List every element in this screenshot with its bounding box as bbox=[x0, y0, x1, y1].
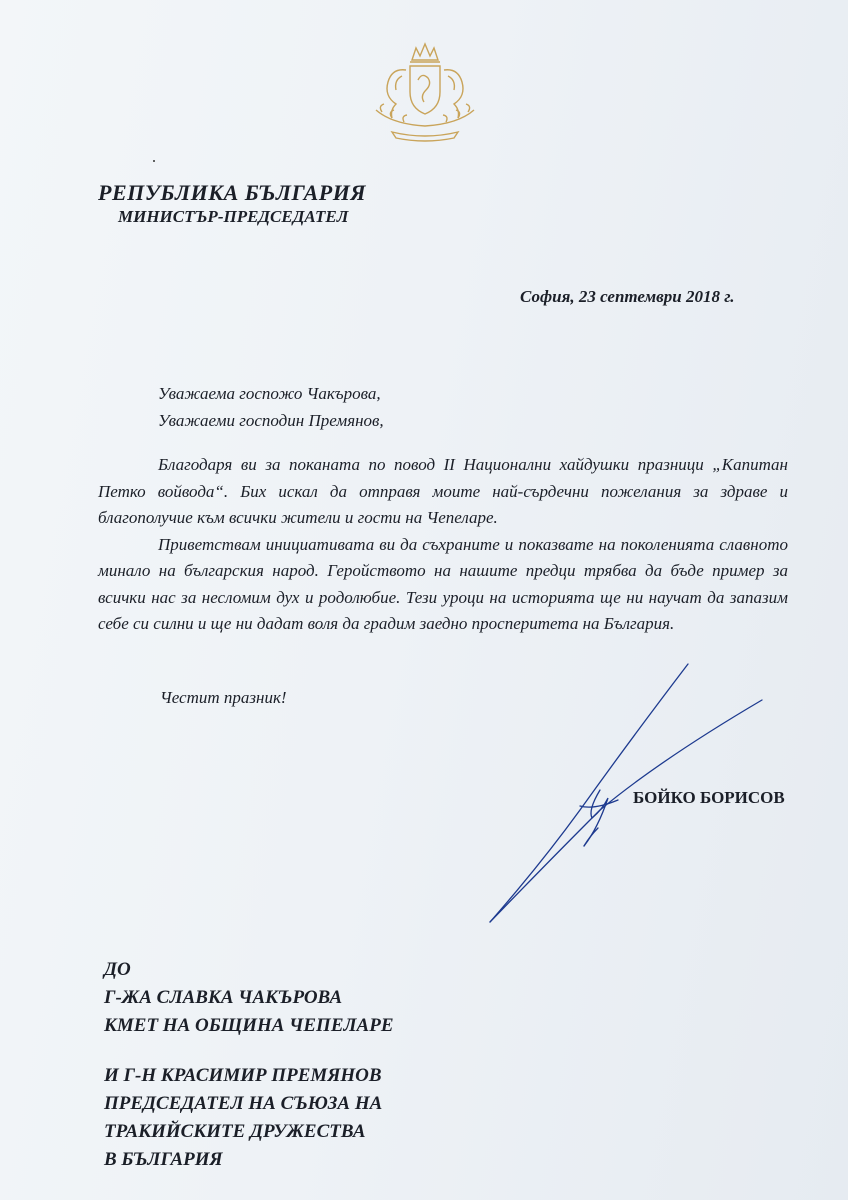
recipient-2-title-1: ПРЕДСЕДАТЕЛ НА СЪЮЗА НА bbox=[104, 1093, 383, 1114]
recipient-1-title: КМЕТ НА ОБЩИНА ЧЕПЕЛАРЕ bbox=[104, 1015, 394, 1036]
date-line: София, 23 септември 2018 г. bbox=[520, 287, 735, 306]
letterhead-office: МИНИСТЪР-ПРЕДСЕДАТЕЛ bbox=[118, 207, 349, 226]
addressee-spacer bbox=[104, 1040, 394, 1062]
salutation bbox=[158, 380, 384, 434]
recipient-2-title-3: В БЪЛГАРИЯ bbox=[104, 1149, 223, 1170]
letter-body bbox=[98, 452, 788, 638]
coat-of-arms-icon bbox=[362, 40, 488, 144]
letterhead-country: РЕПУБЛИКА БЪЛГАРИЯ bbox=[98, 180, 367, 205]
body-paragraph-2: Приветствам инициативата ви да съхраните и показвате на поколенията славното минало на българския народ. Геройството на нашите предци трябва да бъде пример за всички нас за несломим дух и родолюбие. Тези уроци на историята ще ни научат да запазим себе си силни и ще ни дадат воля да градим заедно просперитета на България. bbox=[98, 534, 788, 633]
salutation-line-2: Уважаеми господин Премянов, bbox=[158, 411, 384, 430]
recipient-1-name: Г-ЖА СЛАВКА ЧАКЪРОВА bbox=[104, 987, 343, 1008]
closing-greeting: Честит празник! bbox=[160, 688, 287, 707]
recipient-2-name: И Г-Н КРАСИМИР ПРЕМЯНОВ bbox=[104, 1065, 382, 1086]
addressee-block bbox=[104, 956, 394, 1174]
salutation-line-1: Уважаема госпожо Чакърова, bbox=[158, 384, 381, 403]
signer-name: БОЙКО БОРИСОВ bbox=[633, 788, 785, 807]
body-paragraph-1: Благодаря ви за поканата по повод II Национални хайдушки празници „Капитан Петко войвода“. Бих искал да отправя моите най-сърдечни пожелания за здраве и благополучие към всички жители и гости на Чепеларе. bbox=[98, 455, 788, 527]
paper-speck bbox=[153, 160, 155, 162]
recipient-2-title-2: ТРАКИЙСКИТЕ ДРУЖЕСТВА bbox=[104, 1121, 366, 1142]
addressee-to: ДО bbox=[104, 959, 131, 980]
